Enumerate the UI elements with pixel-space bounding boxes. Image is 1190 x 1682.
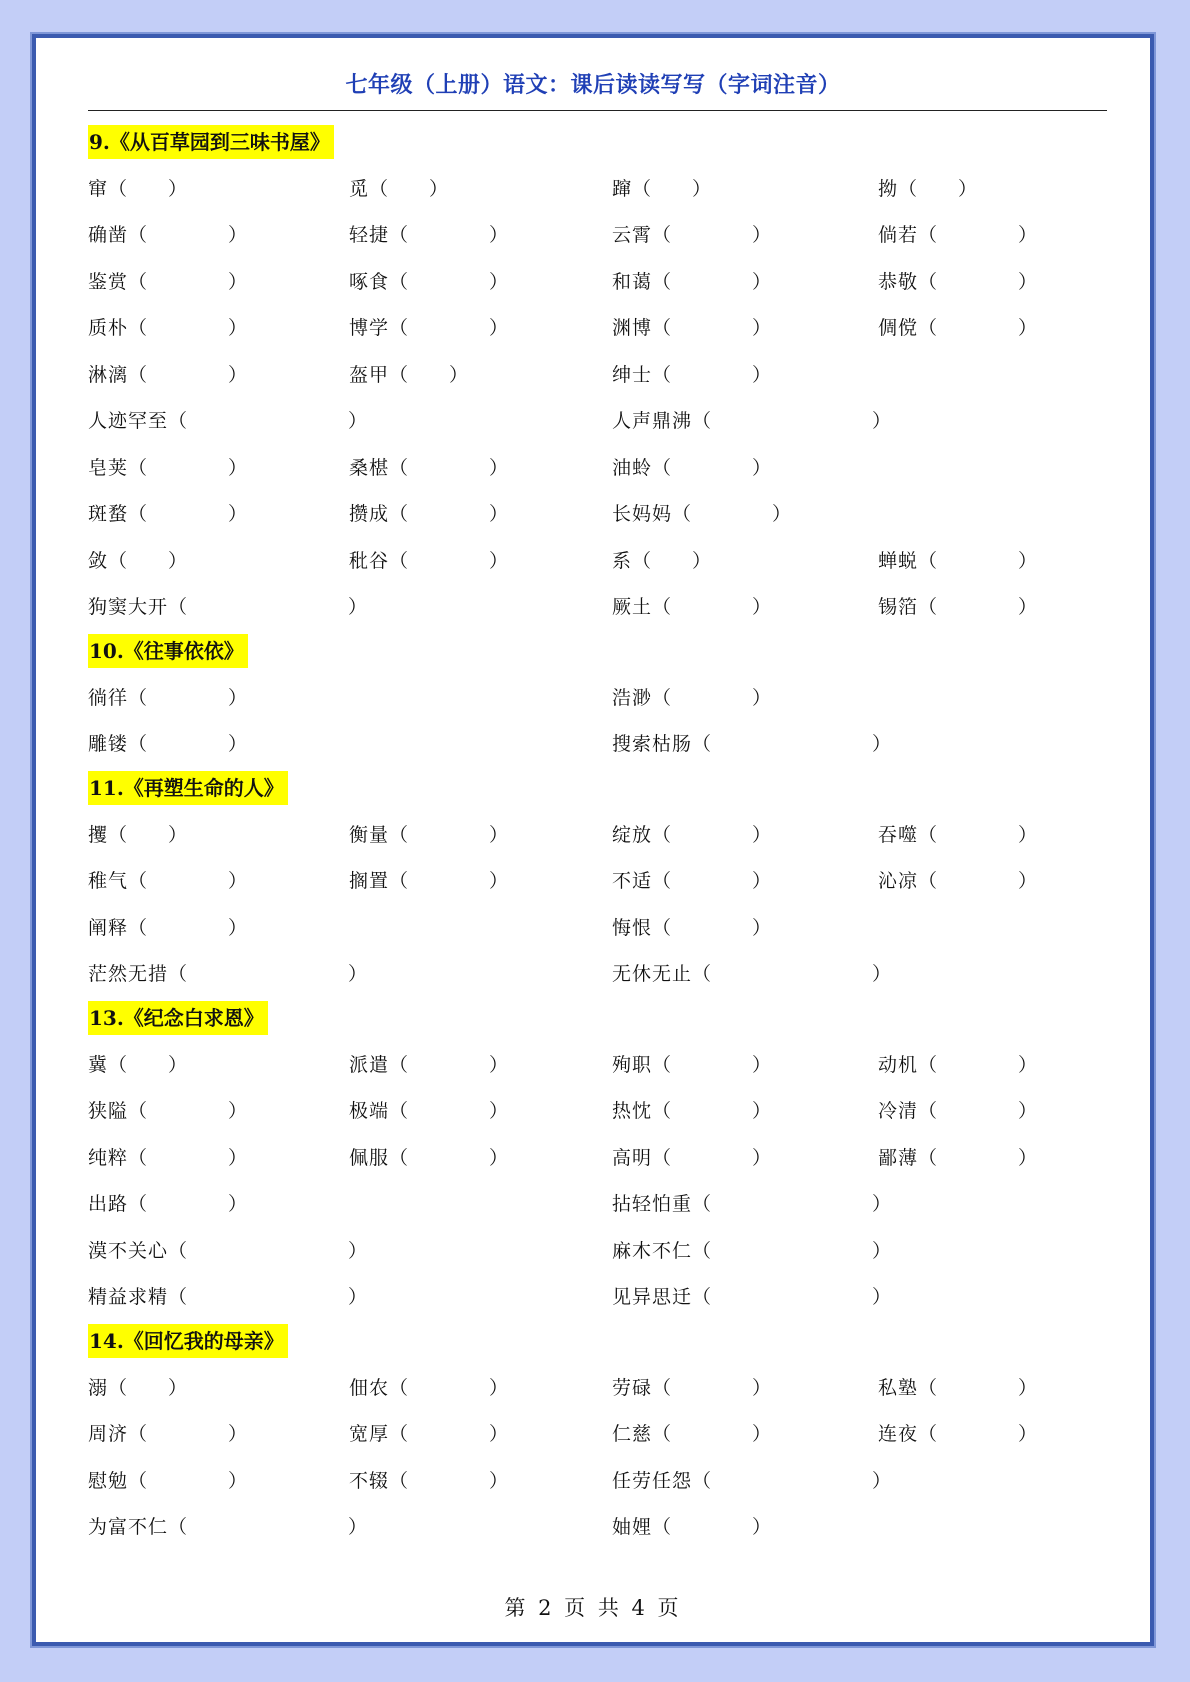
word-item: 连夜（ ）: [878, 1423, 1039, 1446]
word-row: [88, 810, 1107, 857]
word-item: 狗窦大开（ ）: [88, 596, 369, 619]
word-item: 任劳任怨（ ）: [612, 1469, 893, 1492]
page-footer: 第 2 页 共 4 页: [504, 1596, 682, 1620]
word-item: 倘若（ ）: [878, 224, 1039, 247]
word-item: 厥土（ ）: [612, 596, 773, 619]
word-item: 纯粹（ ）: [88, 1146, 249, 1169]
word-row: [88, 857, 1107, 904]
word-item: 觅（ ）: [349, 177, 450, 200]
word-item: 博学（ ）: [349, 317, 510, 340]
word-item: 鄙薄（ ）: [878, 1146, 1039, 1169]
word-item: 窜（ ）: [88, 177, 189, 200]
word-item: 渊博（ ）: [612, 317, 773, 340]
word-row: [88, 350, 1107, 397]
word-row: [88, 1363, 1107, 1410]
word-item: 派遣（ ）: [349, 1053, 510, 1076]
word-item: 为富不仁（ ）: [88, 1516, 369, 1539]
word-row: [88, 950, 1107, 997]
word-row: [88, 443, 1107, 490]
word-item: 衡量（ ）: [349, 823, 510, 846]
word-row: [88, 720, 1107, 767]
word-item: 徜徉（ ）: [88, 686, 249, 709]
word-item: 蝉蜕（ ）: [878, 549, 1039, 572]
word-row: [88, 1087, 1107, 1134]
word-item: 劳碌（ ）: [612, 1376, 773, 1399]
word-row: [88, 1456, 1107, 1503]
page-frame: [32, 34, 1154, 1646]
word-item: 仁慈（ ）: [612, 1423, 773, 1446]
word-item: 斑蝥（ ）: [88, 503, 249, 526]
word-item: 皂荚（ ）: [88, 456, 249, 479]
word-item: 妯娌（ ）: [612, 1516, 773, 1539]
word-item: 倜傥（ ）: [878, 317, 1039, 340]
section-title: [88, 996, 1107, 1040]
worksheet-content: [88, 120, 1107, 1549]
word-item: 吞噬（ ）: [878, 823, 1039, 846]
word-item: 高明（ ）: [612, 1146, 773, 1169]
word-item: 殉职（ ）: [612, 1053, 773, 1076]
word-row: [88, 1226, 1107, 1273]
word-item: 长妈妈（ ）: [612, 503, 793, 526]
word-item: 见异思迁（ ）: [612, 1286, 893, 1309]
word-row: [88, 1040, 1107, 1087]
word-row: [88, 1410, 1107, 1457]
word-item: 稚气（ ）: [88, 870, 249, 893]
section-title-text: 11.《再塑生命的人》: [88, 771, 288, 805]
word-item: 盔甲（ ）: [349, 363, 470, 386]
word-item: 浩渺（ ）: [612, 686, 773, 709]
word-item: 溺（ ）: [88, 1376, 189, 1399]
section-title-text: 9.《从百草园到三味书屋》: [88, 125, 334, 159]
word-item: 人声鼎沸（ ）: [612, 410, 893, 433]
section-title-text: 14.《回忆我的母亲》: [88, 1324, 288, 1358]
section-title-text: 13.《纪念白求恩》: [88, 1001, 268, 1035]
word-item: 悔恨（ ）: [612, 916, 773, 939]
word-item: 沁凉（ ）: [878, 870, 1039, 893]
word-item: 雕镂（ ）: [88, 733, 249, 756]
word-item: 冷清（ ）: [878, 1100, 1039, 1123]
word-item: 啄食（ ）: [349, 270, 510, 293]
word-item: 拗（ ）: [878, 177, 979, 200]
page-title: 七年级（上册）语文：课后读读写写（字词注音）: [345, 72, 841, 98]
word-item: 人迹罕至（ ）: [88, 410, 369, 433]
word-row: [88, 1180, 1107, 1227]
word-item: 慰勉（ ）: [88, 1469, 249, 1492]
word-row: [88, 304, 1107, 351]
word-item: 绅士（ ）: [612, 363, 773, 386]
word-row: [88, 583, 1107, 630]
word-item: 狭隘（ ）: [88, 1100, 249, 1123]
word-row: [88, 1503, 1107, 1550]
word-row: [88, 211, 1107, 258]
word-item: 确凿（ ）: [88, 224, 249, 247]
word-row: [88, 673, 1107, 720]
word-row: [88, 164, 1107, 211]
word-item: 质朴（ ）: [88, 317, 249, 340]
word-item: 桑椹（ ）: [349, 456, 510, 479]
word-item: 佃农（ ）: [349, 1376, 510, 1399]
word-item: 轻捷（ ）: [349, 224, 510, 247]
word-item: 蹿（ ）: [612, 177, 713, 200]
word-item: 攒成（ ）: [349, 503, 510, 526]
section-title-text: 10.《往事依依》: [88, 634, 248, 668]
word-item: 热忱（ ）: [612, 1100, 773, 1123]
word-row: [88, 1273, 1107, 1320]
word-item: 周济（ ）: [88, 1423, 249, 1446]
word-item: 出路（ ）: [88, 1193, 249, 1216]
word-item: 攫（ ）: [88, 823, 189, 846]
section-title: [88, 1319, 1107, 1363]
word-item: 淋漓（ ）: [88, 363, 249, 386]
word-item: 私塾（ ）: [878, 1376, 1039, 1399]
word-item: 佩服（ ）: [349, 1146, 510, 1169]
word-item: 茫然无措（ ）: [88, 963, 369, 986]
word-item: 和蔼（ ）: [612, 270, 773, 293]
word-item: 极端（ ）: [349, 1100, 510, 1123]
word-item: 鉴赏（ ）: [88, 270, 249, 293]
word-item: 不适（ ）: [612, 870, 773, 893]
title-divider: [88, 110, 1107, 111]
word-item: 拈轻怕重（ ）: [612, 1193, 893, 1216]
section-title: [88, 766, 1107, 810]
word-row: [88, 490, 1107, 537]
word-item: 搁置（ ）: [349, 870, 510, 893]
word-item: 油蛉（ ）: [612, 456, 773, 479]
word-row: [88, 257, 1107, 304]
word-item: 动机（ ）: [878, 1053, 1039, 1076]
word-item: 宽厚（ ）: [349, 1423, 510, 1446]
word-row: [88, 1133, 1107, 1180]
word-item: 精益求精（ ）: [88, 1286, 369, 1309]
word-item: 冀（ ）: [88, 1053, 189, 1076]
word-row: [88, 397, 1107, 444]
word-item: 漠不关心（ ）: [88, 1239, 369, 1262]
word-item: 阐释（ ）: [88, 916, 249, 939]
word-row: [88, 536, 1107, 583]
word-item: 恭敬（ ）: [878, 270, 1039, 293]
word-item: 搜索枯肠（ ）: [612, 733, 893, 756]
word-item: 麻木不仁（ ）: [612, 1239, 893, 1262]
word-item: 绽放（ ）: [612, 823, 773, 846]
word-row: [88, 903, 1107, 950]
section-title: [88, 120, 1107, 164]
word-item: 敛（ ）: [88, 549, 189, 572]
word-item: 系（ ）: [612, 549, 713, 572]
word-item: 不辍（ ）: [349, 1469, 510, 1492]
word-item: 锡箔（ ）: [878, 596, 1039, 619]
word-item: 秕谷（ ）: [349, 549, 510, 572]
word-item: 无休无止（ ）: [612, 963, 893, 986]
word-item: 云霄（ ）: [612, 224, 773, 247]
section-title: [88, 629, 1107, 673]
